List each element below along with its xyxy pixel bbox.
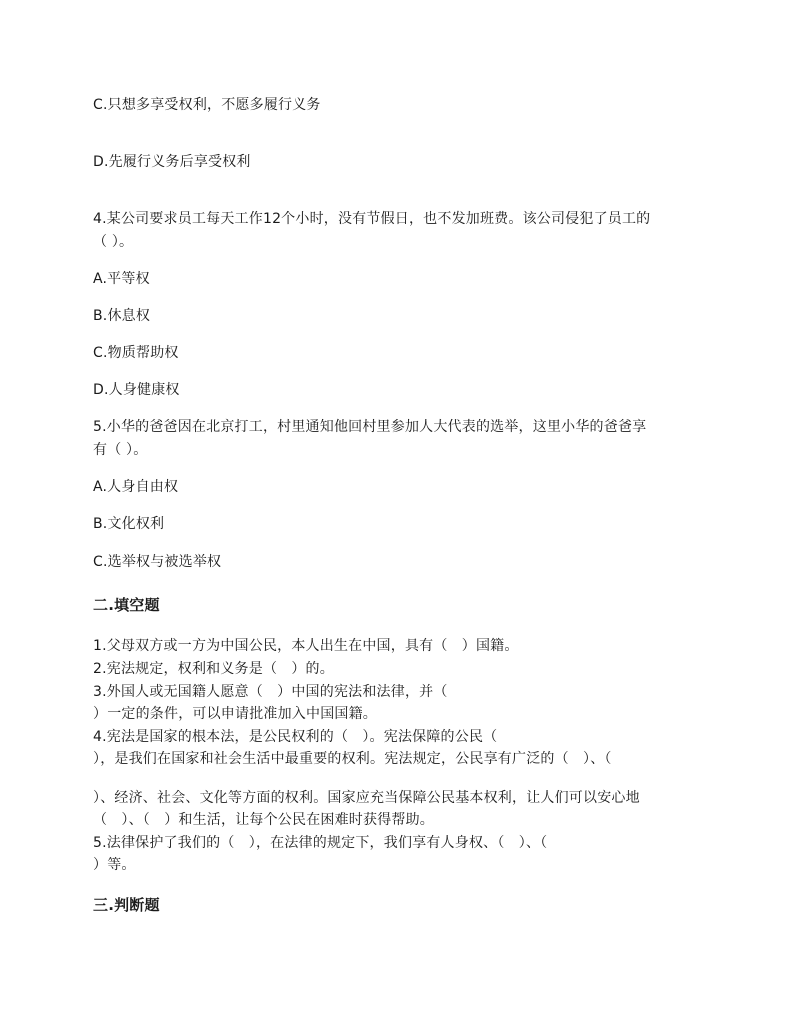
fill-question-4-line-3: ）、经济、社会、文化等方面的权利。国家应充当保障公民基本权利，让人们可以安心地	[93, 790, 640, 806]
fill-question-4-line-4: （ ）、（ ）和生活，让每个公民在困难时获得帮助。	[93, 812, 434, 828]
section-heading-fill-blank: 二.填空题	[93, 596, 160, 614]
option-a-q4: A.平等权	[93, 271, 150, 287]
fill-question-5-line-2: ）等。	[93, 857, 136, 873]
fill-question-2: 2.宪法规定，权利和义务是（ ）的。	[93, 661, 334, 677]
option-d-q3: D.先履行义务后享受权利	[93, 154, 251, 170]
fill-question-4-line-1: 4.宪法是国家的根本法，是公民权利的（ ）。宪法保障的公民（	[93, 729, 498, 745]
fill-question-5-line-1: 5.法律保护了我们的（ ），在法律的规定下，我们享有人身权、（ ）、（	[93, 835, 548, 851]
fill-question-1: 1.父母双方或一方为中国公民，本人出生在中国，具有（ ）国籍。	[93, 638, 519, 654]
question-4-blank: （ ）。	[93, 234, 134, 250]
option-d-q4: D.人身健康权	[93, 382, 180, 398]
question-5-blank: 有（ ）。	[93, 442, 148, 458]
fill-question-3-line-2: ）一定的条件，可以申请批准加入中国国籍。	[93, 706, 377, 722]
question-4-text: 4.某公司要求员工每天工作12个小时，没有节假日，也不发加班费。该公司侵犯了员工的	[93, 211, 651, 227]
option-b-q4: B.休息权	[93, 308, 151, 324]
section-heading-true-false: 三.判断题	[93, 896, 160, 914]
fill-question-3-line-1: 3.外国人或无国籍人愿意（ ）中国的宪法和法律，并（	[93, 684, 448, 700]
option-c-q3: C.只想多享受权利，不愿多履行义务	[93, 97, 321, 113]
option-b-q5: B.文化权利	[93, 516, 165, 532]
option-c-q5: C.选举权与被选举权	[93, 554, 222, 570]
fill-question-4-line-2: ），是我们在国家和社会生活中最重要的权利。宪法规定，公民享有广泛的（ ）、（	[93, 751, 612, 767]
option-c-q4: C.物质帮助权	[93, 345, 179, 361]
question-5-text: 5.小华的爸爸因在北京打工，村里通知他回村里参加人大代表的选举，这里小华的爸爸享	[93, 419, 647, 435]
option-a-q5: A.人身自由权	[93, 479, 179, 495]
